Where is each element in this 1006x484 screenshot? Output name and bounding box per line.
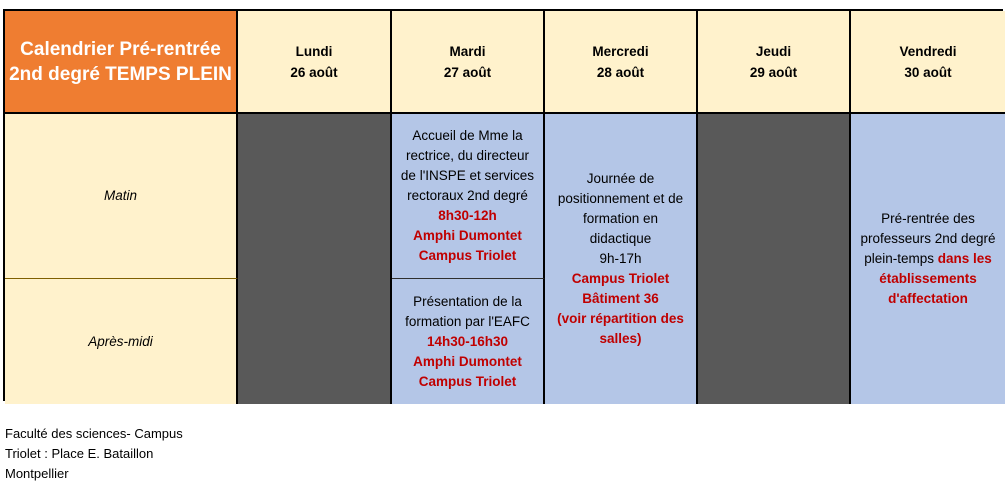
event-mardi-afternoon [392, 279, 545, 404]
event-text: rectrice, du directeur [405, 148, 530, 163]
day-date: 28 août [596, 64, 645, 80]
day-header-mardi [392, 11, 545, 114]
event-text: Accueil de Mme la [412, 128, 523, 143]
event-highlight: d'affectation [888, 291, 968, 306]
slot-label-afternoon: Après-midi [5, 279, 238, 404]
event-text: professeurs 2nd degré [860, 231, 996, 246]
event-text: plein-temps [864, 251, 938, 266]
event-time: 14h30-16h30 [426, 333, 509, 349]
day-date: 27 août [443, 64, 492, 80]
event-text: Pré-rentrée des [881, 211, 975, 226]
day-name: Jeudi [755, 43, 792, 59]
day-header-lundi [238, 11, 392, 114]
address-line-3: Montpellier [5, 466, 69, 481]
event-highlight: dans les [937, 251, 992, 266]
event-text-mixed [864, 249, 992, 269]
event-text: de l'INSPE et services [400, 168, 535, 183]
day-date: 29 août [749, 64, 798, 80]
event-place: Campus Triolet [418, 248, 517, 263]
day-date: 26 août [290, 64, 338, 80]
schedule-title [5, 11, 238, 114]
title-line-2: 2nd degré TEMPS PLEIN [9, 63, 232, 85]
event-text: formation par l'EAFC [405, 313, 530, 329]
event-text: Présentation de la [413, 293, 522, 309]
title-line-1: Calendrier Pré-rentrée [20, 38, 221, 60]
slot-label-morning: Matin [5, 114, 238, 279]
event-place: Amphi Dumontet [413, 353, 522, 369]
event-mercredi [545, 114, 698, 404]
event-text: didactique [589, 231, 652, 246]
day-header-mercredi [545, 11, 698, 114]
event-text: positionnement et de [557, 191, 684, 206]
event-place: salles) [599, 331, 642, 346]
day-header-jeudi [698, 11, 851, 114]
event-place: Campus Triolet [571, 271, 670, 286]
schedule-table [3, 9, 1003, 401]
closed-cell-jeudi [698, 114, 851, 404]
event-text: Journée de [586, 171, 655, 186]
day-name: Vendredi [899, 43, 957, 59]
event-place: (voir répartition des [557, 311, 684, 326]
event-time: 9h-17h [599, 251, 642, 266]
event-place: Campus Triolet [418, 373, 517, 389]
day-date: 30 août [904, 64, 952, 80]
event-mardi-morning [392, 114, 545, 279]
address-line-2: Triolet : Place E. Bataillon [5, 446, 154, 461]
day-header-vendredi [851, 11, 1005, 114]
day-name: Lundi [295, 43, 333, 59]
address-line-1: Faculté des sciences- Campus [5, 426, 183, 441]
event-highlight: établissements [879, 271, 977, 286]
address-footer [5, 424, 235, 484]
day-name: Mercredi [592, 43, 649, 59]
event-text: rectoraux 2nd degré [407, 188, 528, 203]
event-place: Amphi Dumontet [413, 228, 522, 243]
day-name: Mardi [449, 43, 486, 59]
closed-cell-lundi [238, 114, 392, 404]
event-time: 8h30-12h [438, 208, 497, 223]
event-place: Bâtiment 36 [582, 291, 659, 306]
event-vendredi [851, 114, 1005, 404]
event-text: formation en [582, 211, 659, 226]
